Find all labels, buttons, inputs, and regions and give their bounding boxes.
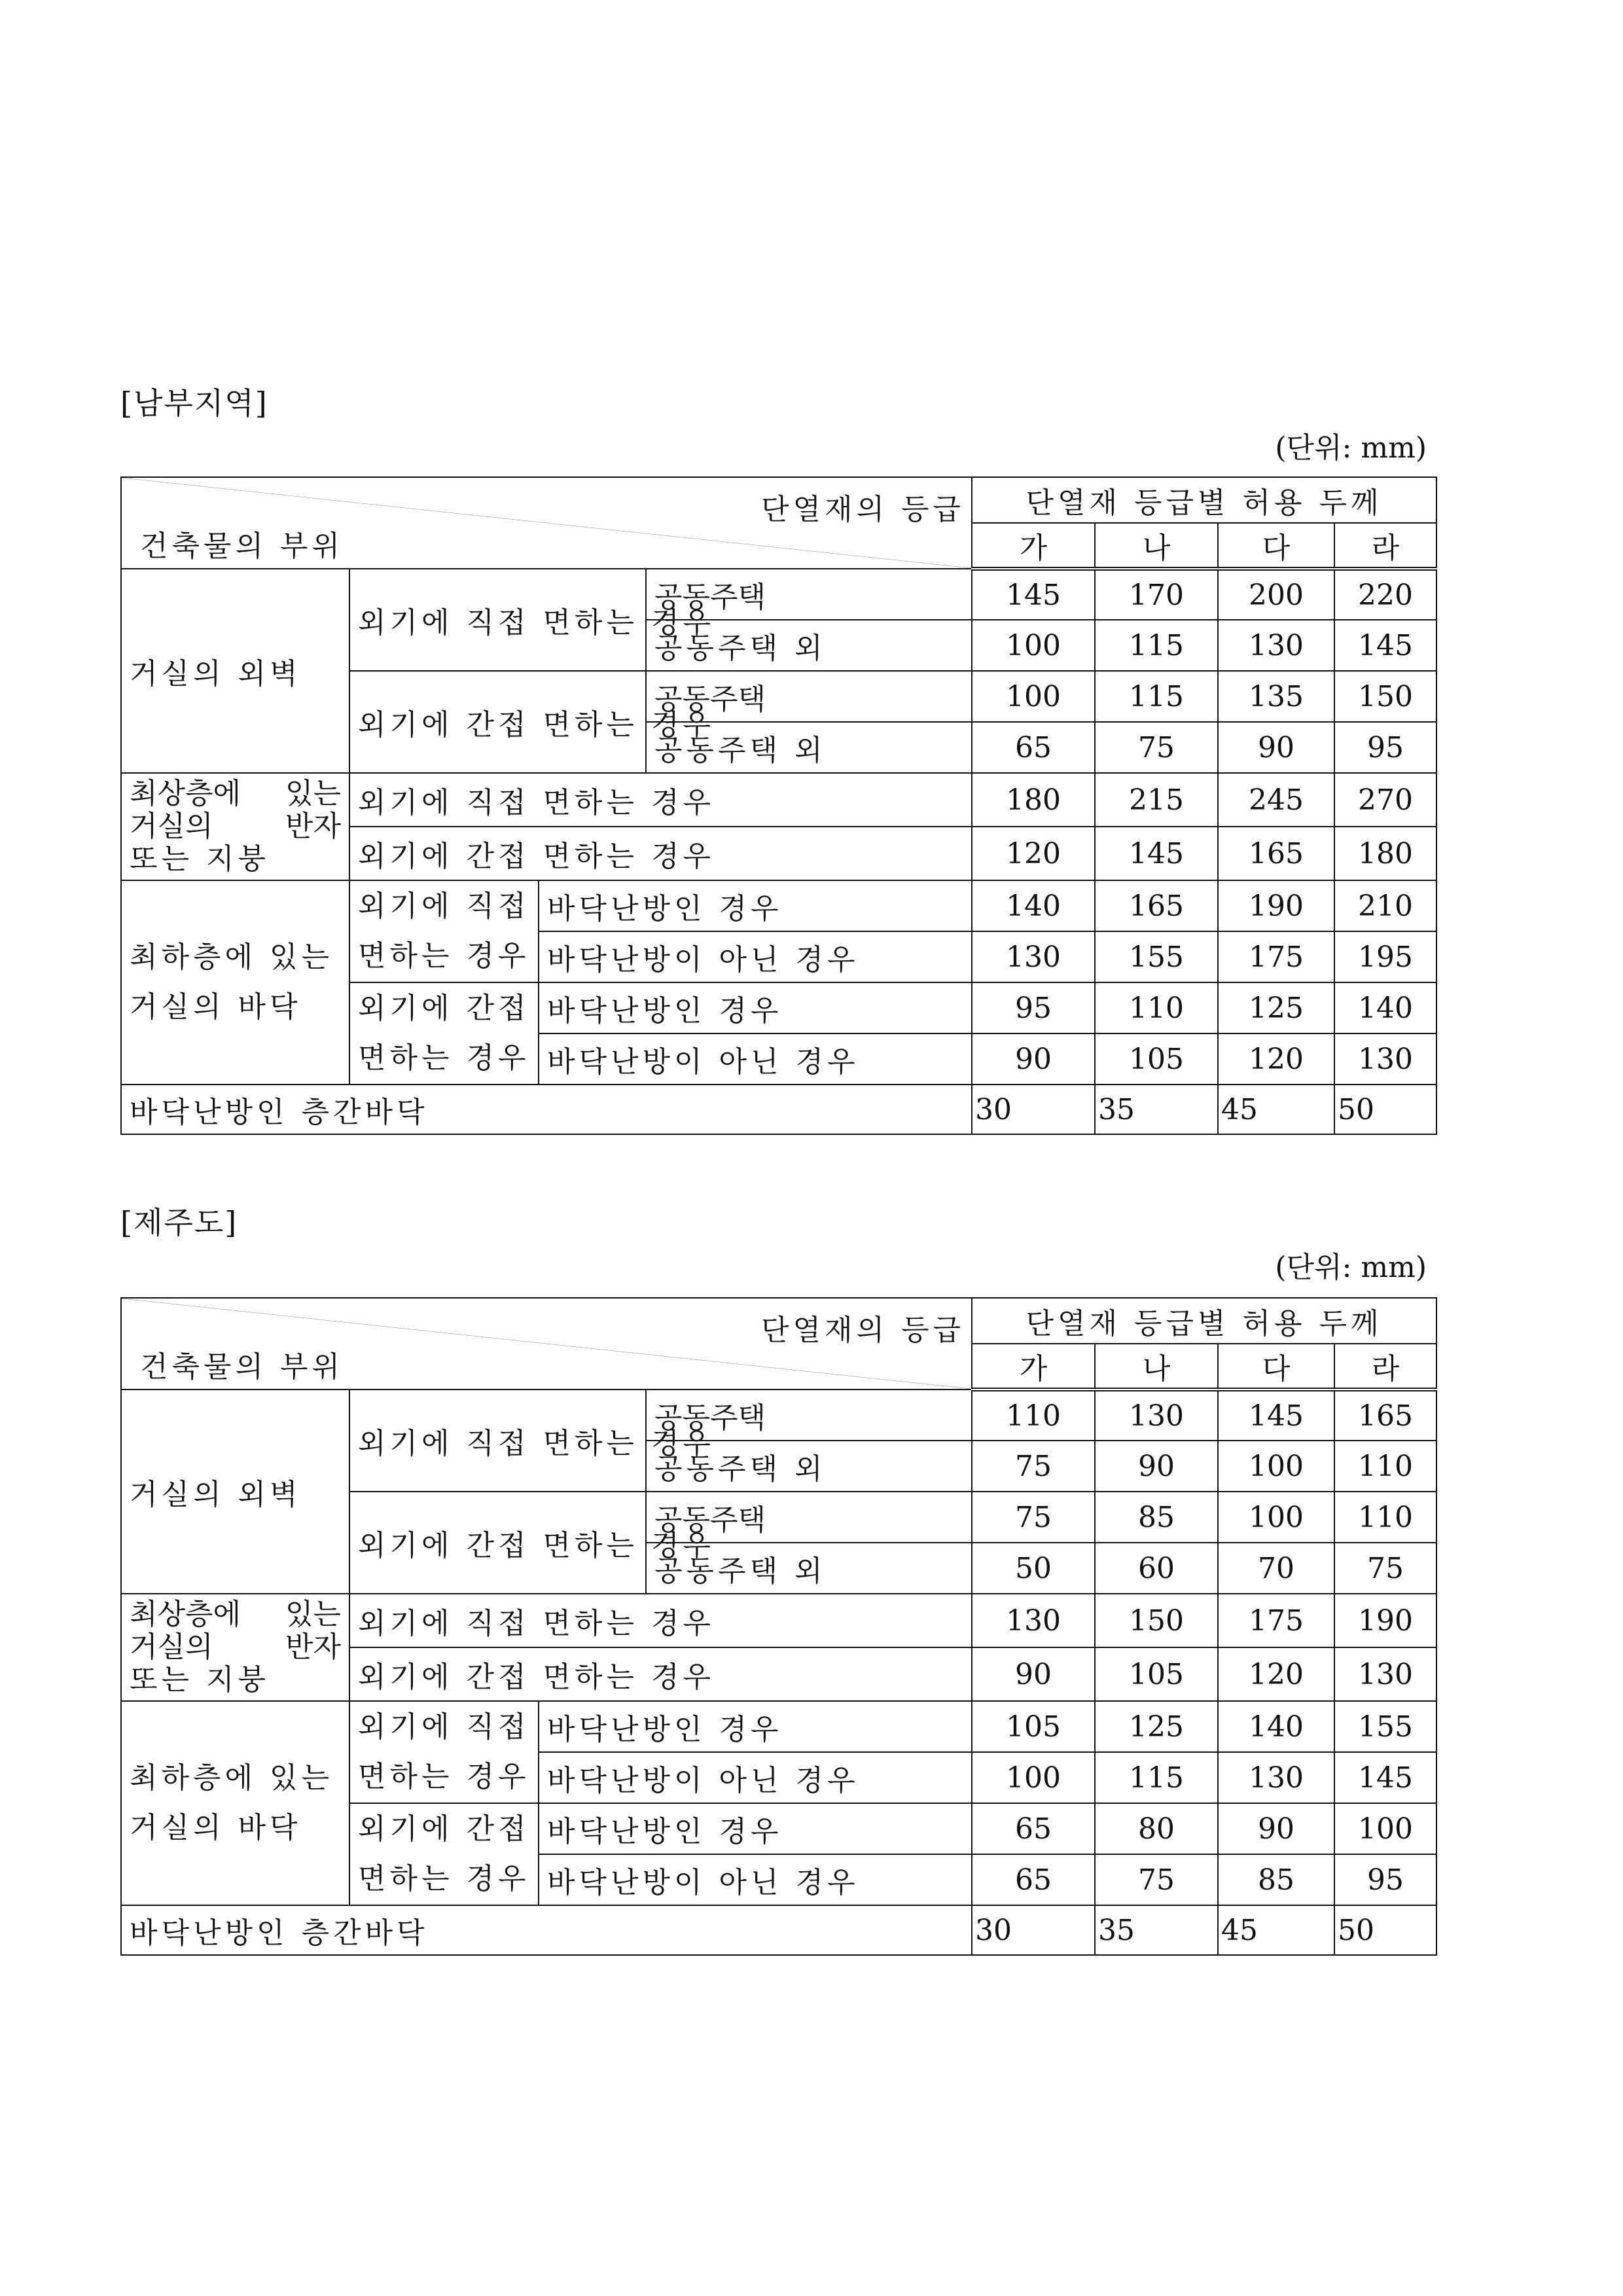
roof-direct-label: 외기에 직접 면하는 경우: [349, 1594, 972, 1647]
value-cell: 95: [1334, 1854, 1436, 1905]
value-cell: 75: [1334, 1543, 1436, 1594]
value-cell: 215: [1095, 773, 1218, 827]
value-cell: 135: [1218, 671, 1334, 722]
value-cell: 115: [1095, 1752, 1218, 1803]
wall-apt-label: 공동주택: [646, 569, 972, 620]
wall-apt-label: 공동주택: [646, 1390, 972, 1441]
value-cell: 30: [972, 1905, 1095, 1955]
insulation-table-jeju: [120, 1297, 1437, 1956]
value-cell: 105: [1095, 1033, 1218, 1085]
floor-heated-label: 바닥난방인 경우: [539, 880, 972, 931]
value-cell: 220: [1334, 569, 1436, 620]
wall-non-apt-label: 공동주택 외: [646, 1441, 972, 1492]
value-cell: 100: [972, 671, 1095, 722]
value-cell: 110: [972, 1390, 1095, 1441]
floor-direct-label: [349, 880, 539, 982]
grade-header-label: 단열재의 등급: [760, 1314, 965, 1347]
floor-direct-line: 외기에 직접: [358, 889, 530, 923]
grade-ra: 라: [1334, 523, 1436, 569]
value-cell: 175: [1218, 1594, 1334, 1647]
value-cell: 65: [972, 1803, 1095, 1854]
value-cell: 60: [1095, 1543, 1218, 1594]
value-cell: 175: [1218, 931, 1334, 982]
value-cell: 80: [1095, 1803, 1218, 1854]
value-cell: 95: [1334, 722, 1436, 773]
floor-indirect-line: 외기에 간접: [358, 1812, 530, 1846]
value-cell: 130: [1218, 1752, 1334, 1803]
value-cell: 105: [1095, 1647, 1218, 1701]
value-cell: 130: [1334, 1033, 1436, 1085]
value-cell: 190: [1218, 880, 1334, 931]
wall-apt-label: 공동주택: [646, 1492, 972, 1543]
roof-label-line: 최상층에: [130, 777, 241, 810]
value-cell: 70: [1218, 1543, 1334, 1594]
value-cell: 145: [1334, 1752, 1436, 1803]
grade-da: 다: [1218, 523, 1334, 569]
value-cell: 105: [972, 1701, 1095, 1752]
roof-label-line: 거실의: [130, 810, 213, 843]
value-cell: 100: [1218, 1441, 1334, 1492]
floor-direct-line: 면하는 경우: [358, 939, 530, 973]
floor-label-line: 최하층에 있는: [130, 1761, 334, 1795]
value-cell: 140: [1218, 1701, 1334, 1752]
floor-label-line: 거실의 바닥: [130, 1811, 302, 1844]
value-cell: 130: [972, 1594, 1095, 1647]
value-cell: 120: [972, 827, 1095, 880]
section-title: [제주도]: [120, 1205, 238, 1240]
roof-label-line: 또는 지붕: [130, 842, 270, 876]
value-cell: 145: [1218, 1390, 1334, 1441]
grade-ga: 가: [972, 523, 1095, 569]
diagonal-header: [121, 477, 972, 569]
floor-not-heated-label: 바닥난방이 아닌 경우: [539, 1752, 972, 1803]
roof-label-line: 반자: [285, 810, 341, 843]
value-cell: 50: [1334, 1905, 1436, 1955]
value-cell: 150: [1334, 671, 1436, 722]
roof-label-line: 있는: [285, 1598, 341, 1631]
value-cell: 245: [1218, 773, 1334, 827]
value-cell: 45: [1218, 1085, 1334, 1134]
value-cell: 90: [972, 1033, 1095, 1085]
floor-indirect-label: [349, 1803, 539, 1905]
floor-label-line: 거실의 바닥: [130, 990, 302, 1024]
value-cell: 110: [1334, 1441, 1436, 1492]
value-cell: 100: [1218, 1492, 1334, 1543]
thickness-group-header: 단열재 등급별 허용 두께: [972, 477, 1436, 523]
section-title: [남부지역]: [120, 386, 268, 421]
value-cell: 100: [972, 1752, 1095, 1803]
value-cell: 90: [1218, 722, 1334, 773]
wall-label: 거실의 외벽: [121, 569, 349, 773]
floor-label: [121, 880, 349, 1085]
value-cell: 90: [972, 1647, 1095, 1701]
value-cell: 125: [1218, 982, 1334, 1033]
value-cell: 35: [1095, 1085, 1218, 1134]
floor-not-heated-label: 바닥난방이 아닌 경우: [539, 1033, 972, 1085]
floor-direct-line: 외기에 직접: [358, 1710, 530, 1744]
value-cell: 140: [1334, 982, 1436, 1033]
thickness-group-header: 단열재 등급별 허용 두께: [972, 1298, 1436, 1344]
value-cell: 125: [1095, 1701, 1218, 1752]
floor-direct-line: 면하는 경우: [358, 1760, 530, 1793]
value-cell: 150: [1095, 1594, 1218, 1647]
grade-ra: 라: [1334, 1344, 1436, 1390]
roof-label: [121, 773, 349, 880]
value-cell: 145: [1095, 827, 1218, 880]
value-cell: 145: [972, 569, 1095, 620]
grade-da: 다: [1218, 1344, 1334, 1390]
value-cell: 110: [1334, 1492, 1436, 1543]
floor-label: [121, 1701, 349, 1905]
roof-label: [121, 1594, 349, 1701]
floor-indirect-line: 외기에 간접: [358, 992, 530, 1025]
value-cell: 210: [1334, 880, 1436, 931]
wall-direct-label: 외기에 직접 면하는 경우: [349, 569, 646, 671]
value-cell: 85: [1095, 1492, 1218, 1543]
value-cell: 75: [972, 1441, 1095, 1492]
floor-not-heated-label: 바닥난방이 아닌 경우: [539, 1854, 972, 1905]
value-cell: 180: [972, 773, 1095, 827]
roof-label-line: 최상층에: [130, 1598, 241, 1631]
grade-header-label: 단열재의 등급: [760, 493, 965, 526]
insulation-table-south: [120, 476, 1437, 1135]
value-cell: 75: [1095, 1854, 1218, 1905]
roof-indirect-label: 외기에 간접 면하는 경우: [349, 827, 972, 880]
value-cell: 155: [1095, 931, 1218, 982]
value-cell: 65: [972, 722, 1095, 773]
value-cell: 65: [972, 1854, 1095, 1905]
value-cell: 180: [1334, 827, 1436, 880]
value-cell: 100: [972, 620, 1095, 671]
value-cell: 35: [1095, 1905, 1218, 1955]
wall-indirect-label: 외기에 간접 면하는 경우: [349, 1492, 646, 1594]
value-cell: 45: [1218, 1905, 1334, 1955]
value-cell: 120: [1218, 1033, 1334, 1085]
floor-direct-label: [349, 1701, 539, 1803]
wall-direct-label: 외기에 직접 면하는 경우: [349, 1390, 646, 1492]
roof-indirect-label: 외기에 간접 면하는 경우: [349, 1647, 972, 1701]
unit-label: (단위: mm): [1275, 1251, 1427, 1284]
wall-non-apt-label: 공동주택 외: [646, 620, 972, 671]
wall-label: 거실의 외벽: [121, 1390, 349, 1594]
value-cell: 115: [1095, 620, 1218, 671]
floor-indirect-label: [349, 982, 539, 1085]
value-cell: 130: [972, 931, 1095, 982]
value-cell: 120: [1218, 1647, 1334, 1701]
value-cell: 200: [1218, 569, 1334, 620]
value-cell: 75: [972, 1492, 1095, 1543]
value-cell: 30: [972, 1085, 1095, 1134]
value-cell: 90: [1095, 1441, 1218, 1492]
roof-label-line: 반자: [285, 1630, 341, 1664]
grade-ga: 가: [972, 1344, 1095, 1390]
interfloor-label: 바닥난방인 층간바닥: [121, 1905, 972, 1955]
floor-label-line: 최하층에 있는: [130, 941, 334, 974]
value-cell: 90: [1218, 1803, 1334, 1854]
grade-na: 나: [1095, 523, 1218, 569]
value-cell: 165: [1095, 880, 1218, 931]
roof-direct-label: 외기에 직접 면하는 경우: [349, 773, 972, 827]
roof-label-line: 거실의: [130, 1630, 213, 1664]
value-cell: 50: [972, 1543, 1095, 1594]
value-cell: 130: [1334, 1647, 1436, 1701]
value-cell: 95: [972, 982, 1095, 1033]
value-cell: 190: [1334, 1594, 1436, 1647]
value-cell: 130: [1095, 1390, 1218, 1441]
value-cell: 75: [1095, 722, 1218, 773]
interfloor-label: 바닥난방인 층간바닥: [121, 1085, 972, 1134]
value-cell: 85: [1218, 1854, 1334, 1905]
building-part-header-label: 건축물의 부위: [140, 529, 344, 563]
floor-heated-label: 바닥난방인 경우: [539, 1803, 972, 1854]
value-cell: 115: [1095, 671, 1218, 722]
value-cell: 170: [1095, 569, 1218, 620]
value-cell: 165: [1218, 827, 1334, 880]
diagonal-header: [121, 1298, 972, 1390]
building-part-header-label: 건축물의 부위: [140, 1350, 344, 1384]
value-cell: 130: [1218, 620, 1334, 671]
value-cell: 270: [1334, 773, 1436, 827]
roof-label-line: 또는 지붕: [130, 1663, 270, 1696]
value-cell: 110: [1095, 982, 1218, 1033]
floor-heated-label: 바닥난방인 경우: [539, 982, 972, 1033]
unit-label: (단위: mm): [1275, 431, 1427, 465]
wall-non-apt-label: 공동주택 외: [646, 1543, 972, 1594]
floor-not-heated-label: 바닥난방이 아닌 경우: [539, 931, 972, 982]
value-cell: 100: [1334, 1803, 1436, 1854]
value-cell: 195: [1334, 931, 1436, 982]
value-cell: 155: [1334, 1701, 1436, 1752]
grade-na: 나: [1095, 1344, 1218, 1390]
floor-indirect-line: 면하는 경우: [358, 1862, 530, 1895]
value-cell: 165: [1334, 1390, 1436, 1441]
floor-heated-label: 바닥난방인 경우: [539, 1701, 972, 1752]
value-cell: 50: [1334, 1085, 1436, 1134]
value-cell: 140: [972, 880, 1095, 931]
wall-apt-label: 공동주택: [646, 671, 972, 722]
wall-indirect-label: 외기에 간접 면하는 경우: [349, 671, 646, 773]
roof-label-line: 있는: [285, 777, 341, 810]
floor-indirect-line: 면하는 경우: [358, 1041, 530, 1075]
value-cell: 145: [1334, 620, 1436, 671]
wall-non-apt-label: 공동주택 외: [646, 722, 972, 773]
